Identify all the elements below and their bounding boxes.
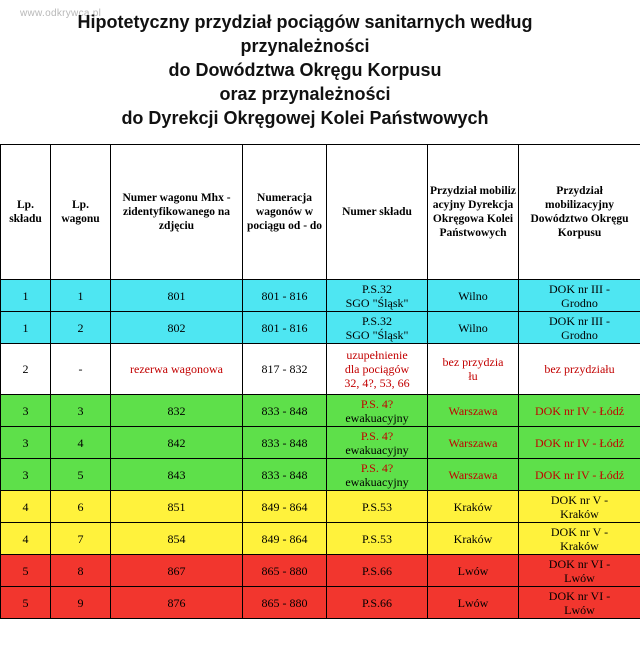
cell-line: uzupełnienie — [346, 348, 408, 362]
cell-lp-wagonu: 9 — [51, 587, 111, 619]
cell-numer-wagonu: 802 — [111, 312, 243, 344]
cell-line: Lwów — [564, 602, 595, 617]
cell-lp-wagonu: 2 — [51, 312, 111, 344]
cell-line: dla pociągów — [344, 362, 410, 376]
cell-line: DOK nr VI - — [548, 556, 611, 571]
cell-numer-skladu — [327, 523, 428, 555]
cell-dokp: Wilno — [428, 280, 519, 312]
cell-line: DOK nr VI - — [548, 588, 611, 603]
cell-line: DOK nr III - — [549, 281, 610, 296]
cell-numer-skladu — [327, 459, 428, 491]
cell-dokp: Lwów — [428, 555, 519, 587]
cell-line: P.S.32 — [361, 313, 393, 328]
cell-line: P.S.66 — [361, 563, 393, 578]
cell-dok — [519, 395, 640, 427]
table-row — [1, 280, 640, 312]
title-line: przynależności — [240, 36, 370, 56]
cell-line: DOK nr III - — [549, 313, 610, 328]
cell-numer-wagonu: 876 — [111, 587, 243, 619]
cell-dok — [519, 587, 640, 619]
cell-lp-skladu: 5 — [1, 555, 51, 587]
cell-dokp: Kraków — [428, 491, 519, 523]
cell-numer-skladu — [327, 312, 428, 344]
table-row — [1, 344, 640, 395]
cell-numeracja: 833 - 848 — [243, 427, 327, 459]
cell-numer-wagonu: 843 — [111, 459, 243, 491]
table-row — [1, 491, 640, 523]
cell-dok — [519, 312, 640, 344]
cell-numeracja: 865 - 880 — [243, 587, 327, 619]
cell-lp-skladu: 3 — [1, 427, 51, 459]
title-line: do Dyrekcji Okręgowej Kolei Państwowych — [121, 108, 489, 128]
watermark: www.odkrywca.pl — [20, 8, 102, 19]
cell-dok — [519, 344, 640, 395]
header-numeracja: Numeracja wagonów w pociągu od - do — [243, 145, 327, 280]
cell-dok — [519, 523, 640, 555]
title-line: oraz przynależności — [219, 84, 391, 104]
cell-line: 32, 4?, 53, 66 — [344, 376, 410, 390]
cell-numer-wagonu: 832 — [111, 395, 243, 427]
cell-lp-wagonu: - — [51, 344, 111, 395]
cell-dokp: Warszawa — [428, 395, 519, 427]
cell-numer-wagonu: 854 — [111, 523, 243, 555]
cell-line: Kraków — [560, 538, 599, 553]
cell-dokp: Warszawa — [428, 459, 519, 491]
cell-line: ewakuacyjny — [345, 410, 409, 425]
cell-numer-skladu — [327, 280, 428, 312]
cell-lp-skladu: 1 — [1, 280, 51, 312]
cell-line: bez przydziału — [544, 362, 615, 376]
header-dokp: Przydział mobilizacyjny Dyrekcja Okręgowa Kolei Państwowych — [428, 145, 519, 280]
table-row — [1, 395, 640, 427]
cell-line: SGO "Śląsk" — [345, 327, 409, 342]
cell-line: P.S. 4? — [360, 428, 394, 443]
cell-dok — [519, 427, 640, 459]
cell-line: Grodno — [561, 295, 598, 310]
cell-line: SGO "Śląsk" — [345, 295, 409, 310]
cell-line: Lwów — [564, 570, 595, 585]
table-row — [1, 555, 640, 587]
page-title — [0, 10, 610, 130]
cell-line: DOK nr IV - Łódź — [534, 435, 625, 450]
cell-lp-skladu: 1 — [1, 312, 51, 344]
cell-numer-wagonu: 851 — [111, 491, 243, 523]
table-body — [1, 280, 640, 619]
cell-lp-skladu: 5 — [1, 587, 51, 619]
cell-lp-wagonu: 7 — [51, 523, 111, 555]
cell-dokp: Warszawa — [428, 427, 519, 459]
cell-numer-skladu — [327, 395, 428, 427]
cell-line: DOK nr V - — [550, 524, 609, 539]
cell-line: ewakuacyjny — [345, 474, 409, 489]
cell-line: P.S.32 — [361, 281, 393, 296]
cell-line: Grodno — [561, 327, 598, 342]
cell-lp-skladu: 3 — [1, 459, 51, 491]
cell-numer-wagonu: 867 — [111, 555, 243, 587]
table-row — [1, 587, 640, 619]
cell-line: P.S.53 — [361, 531, 393, 546]
cell-numeracja: 833 - 848 — [243, 395, 327, 427]
table-row — [1, 523, 640, 555]
cell-numeracja: 849 - 864 — [243, 523, 327, 555]
cell-line: DOK nr IV - Łódź — [534, 403, 625, 418]
cell-line: P.S.66 — [361, 595, 393, 610]
header-row — [1, 145, 640, 280]
title-line: do Dowództwa Okręgu Korpusu — [168, 60, 442, 80]
cell-dok — [519, 555, 640, 587]
cell-dokp: bez przydziału — [428, 344, 519, 395]
cell-numeracja: 865 - 880 — [243, 555, 327, 587]
cell-line: DOK nr V - — [550, 492, 609, 507]
table-row — [1, 427, 640, 459]
cell-lp-wagonu: 8 — [51, 555, 111, 587]
cell-numer-skladu — [327, 427, 428, 459]
header-lp-skladu: Lp. składu — [1, 145, 51, 280]
cell-numeracja: 833 - 848 — [243, 459, 327, 491]
cell-lp-skladu: 4 — [1, 491, 51, 523]
cell-numer-skladu — [327, 587, 428, 619]
cell-numer-skladu — [327, 491, 428, 523]
cell-lp-skladu: 4 — [1, 523, 51, 555]
cell-dok — [519, 459, 640, 491]
cell-numeracja: 801 - 816 — [243, 280, 327, 312]
cell-numer-skladu — [327, 344, 428, 395]
table-row — [1, 459, 640, 491]
cell-lp-skladu: 2 — [1, 344, 51, 395]
cell-lp-wagonu: 1 — [51, 280, 111, 312]
header-numer-skladu: Numer składu — [327, 145, 428, 280]
cell-lp-wagonu: 3 — [51, 395, 111, 427]
cell-line: ewakuacyjny — [345, 442, 409, 457]
title-line: Hipotetyczny przydział pociągów sanitarnych według — [77, 12, 533, 32]
cell-lp-wagonu: 5 — [51, 459, 111, 491]
cell-lp-wagonu: 6 — [51, 491, 111, 523]
assignment-table — [0, 144, 640, 619]
cell-numeracja: 817 - 832 — [243, 344, 327, 395]
cell-line: DOK nr IV - Łódź — [534, 467, 625, 482]
cell-line: P.S. 4? — [360, 396, 394, 411]
cell-line: P.S. 4? — [360, 460, 394, 475]
table-row — [1, 312, 640, 344]
cell-numer-skladu — [327, 555, 428, 587]
cell-dok — [519, 491, 640, 523]
cell-numer-wagonu: 842 — [111, 427, 243, 459]
cell-dokp: Wilno — [428, 312, 519, 344]
cell-dokp: Kraków — [428, 523, 519, 555]
cell-lp-wagonu: 4 — [51, 427, 111, 459]
cell-numeracja: 801 - 816 — [243, 312, 327, 344]
cell-numer-wagonu: rezerwa wagonowa — [111, 344, 243, 395]
cell-numer-wagonu: 801 — [111, 280, 243, 312]
cell-dokp: Lwów — [428, 587, 519, 619]
cell-lp-skladu: 3 — [1, 395, 51, 427]
header-dok: Przydział mobilizacyjny Dowództwo Okręgu Korpusu — [519, 145, 640, 280]
header-numer-wagonu: Numer wagonu Mhx - zidentyfikowanego na zdjęciu — [111, 145, 243, 280]
cell-line: Kraków — [560, 506, 599, 521]
cell-numeracja: 849 - 864 — [243, 491, 327, 523]
cell-dok — [519, 280, 640, 312]
cell-line: P.S.53 — [361, 499, 393, 514]
header-lp-wagonu: Lp. wagonu — [51, 145, 111, 280]
